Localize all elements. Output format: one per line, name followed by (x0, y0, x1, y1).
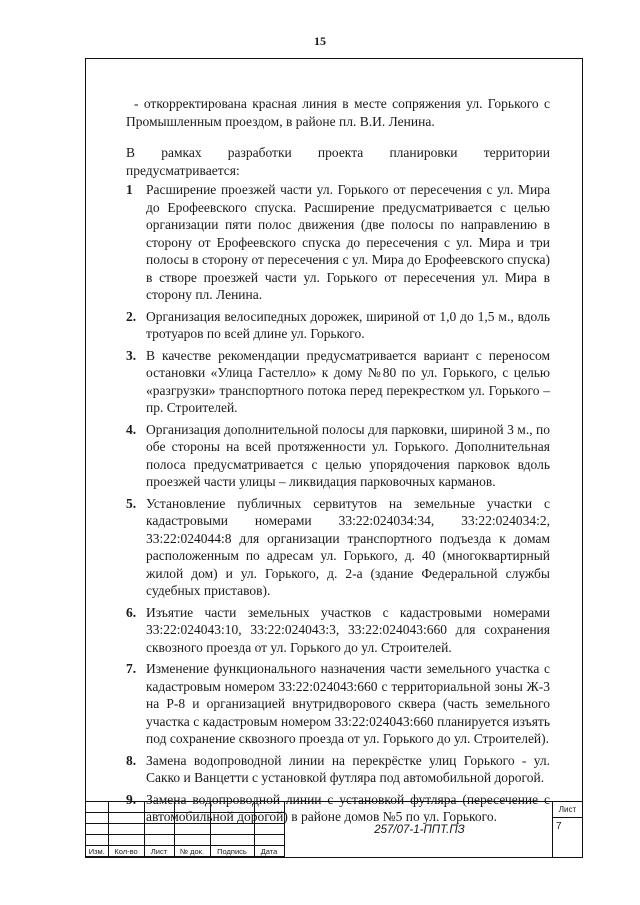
header-cell: № док. (174, 846, 210, 857)
item-number: 9. (126, 791, 137, 807)
item-text: Изъятие части земельных участков с кадастровыми номерами 33:22:024043:10, 33:22:024043:3, 33:22:024043:660 для сохранения сквозного проезда от ул. Горького до ул. Строителей. (146, 604, 550, 655)
table-row (86, 813, 284, 824)
item-number: 1 (126, 182, 133, 197)
document-body (126, 95, 550, 830)
list-item (126, 181, 550, 304)
item-number: 6. (126, 604, 137, 620)
item-text: Замена водопроводной линии на перекрёстке улиц Горького - ул. Сакко и Ванцетти с установкой футляра под автомобильной дорогой. (146, 752, 550, 785)
list-item (126, 421, 550, 491)
sheet-number: 7 (556, 821, 562, 832)
header-cell: Лист (144, 846, 174, 857)
item-text: Расширение проезжей части ул. Горького от пересечения с ул. Мира до Ерофеевского спуска. Расширение предусматривается с целью организации пяти полос движения (две полосы по направлению в сторону от Ерофеевского спуска до пересечения с ул. Мира и три полосы в сторону от пересечения с ул. Мира до Ерофеевского спуска) в створе проезжей части ул. Горького от пересечения ул. Мира в сторону пл. Ленина. (146, 182, 550, 302)
item-text: В качестве рекомендации предусматривается вариант с переносом остановки «Улица Гастелло» к дому №80 по ул. Горького, с целью «разгрузки» транспортного потока перед перекрестком ул. Горького – пр. Строителей. (146, 347, 550, 415)
table-header-row (86, 846, 284, 857)
item-text: Организация велосипедных дорожек, шириной от 1,0 до 1,5 м., вдоль тротуаров по всей длине ул. Горького. (146, 308, 550, 341)
table-row (86, 835, 284, 846)
header-cell: Подпись (210, 846, 254, 857)
item-text: Установление публичных сервитутов на земельные участки с кадастровыми номерами 33:22:024034:34, 33:22:024034:2, 33:22:024044:8 для организации транспортного подъезда к домам расположенным по адресам ул. Горького, д. 40 (многоквартирный жилой дом) и ул. Горького, д. 2-а (здание Федеральной службы судебных приставов). (146, 495, 550, 598)
document-code: 257/07-1-ППТ.ПЗ (284, 802, 554, 857)
item-number: 3. (126, 347, 137, 363)
item-number: 2. (126, 308, 137, 324)
list-item (126, 660, 550, 748)
list-item (126, 347, 550, 417)
list-item (126, 495, 550, 600)
list-item (126, 308, 550, 343)
sheet-label: Лист (553, 802, 582, 818)
item-number: 5. (126, 495, 137, 511)
header-cell: Изм. (86, 846, 108, 857)
table-row (86, 802, 284, 813)
item-text: Организация дополнительной полосы для парковки, шириной 3 м., по обе стороны на всей протяженности ул. Горького. Дополнительная полоса предусматривается с целью упорядочения парковок вдоль проезжей части улицы – ликвидация парковочных карманов. (146, 421, 550, 489)
list-item (126, 604, 550, 657)
item-number: 7. (126, 661, 137, 676)
header-cell: Дата (254, 846, 284, 857)
item-text: Замена водопроводной линии с установкой футляра (пересечение с автомобильной дорогой) в районе домов №5 по ул. Горького. (146, 791, 550, 824)
item-number: 4. (126, 421, 137, 437)
item-number: 8. (126, 752, 137, 768)
list-item (126, 752, 550, 787)
title-block (86, 801, 582, 857)
lead-paragraph: В рамках разработки проекта планировки территории предусматривается: (126, 145, 550, 178)
sheet-box (552, 802, 582, 857)
intro-paragraph: - откорректирована красная линия в месте сопряжения ул. Горького с Промышленным проездом, в районе пл. В.И. Ленина. (126, 96, 550, 129)
page-number: 15 (314, 34, 326, 48)
item-text: Изменение функционального назначения части земельного участка с кадастровым номером 33:22:024043:660 с территориальной зоны Ж-3 на Р-8 и организацией внутридворового сквера (часть земельного участка с кадастровым номером 33:22:024043:660 планируется изъять под сохранение сквозного проезда от ул. Горького до ул. Строителей). (146, 661, 550, 746)
document-frame (85, 58, 583, 858)
table-row (86, 824, 284, 835)
header-cell: Кол-во (108, 846, 144, 857)
revision-table (86, 802, 285, 857)
measures-list (126, 181, 550, 826)
